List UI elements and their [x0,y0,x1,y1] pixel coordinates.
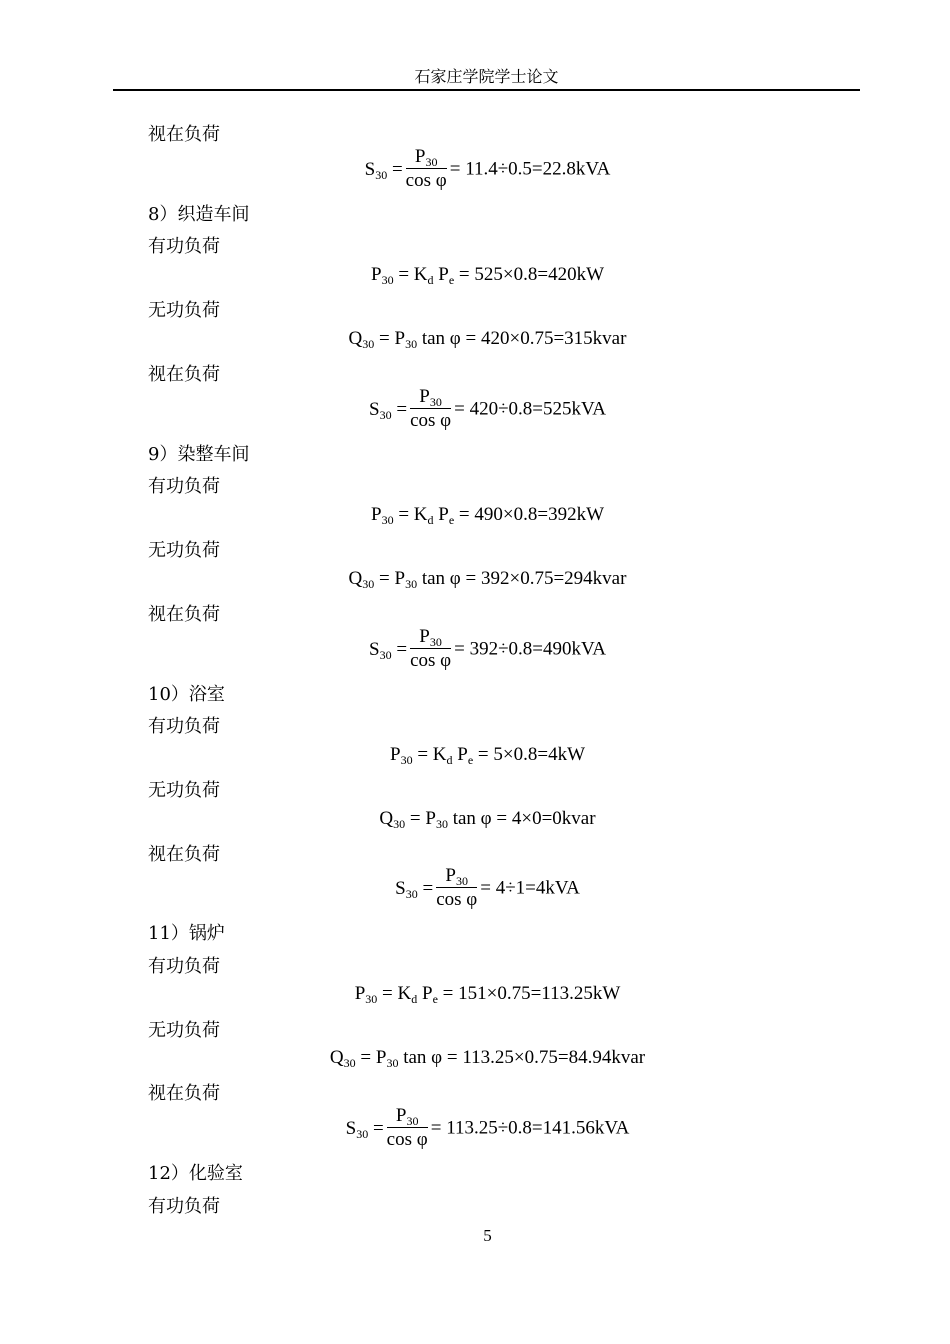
apparent-load-label: 视在负荷 [148,844,220,865]
apparent-load-formula: $S_{30}$ = $\frac{P_{30}}{\text{cos φ}}$ = 420÷0.8=525kVA [369,386,606,431]
reactive-load-label: 无功负荷 [148,1020,220,1041]
page-header [113,66,860,91]
reactive-load-label: 无功负荷 [148,780,220,801]
active-load-formula: $P_{30} = K_d$ $P_e = 151\times 0.75=113.25kW$ [354,983,621,1006]
section-title: 11）锅炉 [148,923,225,944]
reactive-load-formula: $Q_{30} = P_{30}$ tan φ = 113.25×0.75=84.94kvar [329,1047,646,1070]
apparent-load-label: 视在负荷 [148,1083,220,1104]
apparent-load-formula: $S_{30}$ = $\frac{P_{30}}{\text{cos φ}}$ = 4÷1=4kVA [395,865,580,910]
section-title: 8）织造车间 [148,204,250,225]
reactive-load-label: 无功负荷 [148,540,220,561]
active-load-label: 有功负荷 [148,956,220,977]
reactive-load-formula: $Q_{30} = P_{30}$ tan φ = 392×0.75=294kvar [348,568,627,591]
section-title: 9）染整车间 [148,444,250,465]
apparent-load-formula: $S_{30}$ = $\frac{P_{30}}{\text{cos φ}}$ = 11.4÷0.5=22.8kVA [364,146,611,191]
reactive-load-label: 无功负荷 [148,300,220,321]
active-load-formula: $P_{30} = K_d$ $P_e = 525\times 0.8=420kW$ [370,264,605,287]
active-load-formula: $P_{30} = K_d$ $P_e = 490\times 0.8=392kW$ [370,504,605,527]
reactive-load-formula: $Q_{30} = P_{30}$ tan φ = 4×0=0kvar [379,808,596,831]
apparent-load-formula: $S_{30}$ = $\frac{P_{30}}{\text{cos φ}}$ = 113.25÷0.8=141.56kVA [345,1105,630,1150]
active-load-label: 有功负荷 [148,236,220,257]
active-load-formula: $P_{30} = K_d$ $P_e = 5\times 0.8=4kW$ [389,744,586,767]
apparent-load-formula: $S_{30}$ = $\frac{P_{30}}{\text{cos φ}}$ = 392÷0.8=490kVA [369,626,606,671]
active-load-label: 有功负荷 [148,716,220,737]
section-title: 12）化验室 [148,1163,243,1184]
apparent-load-label: 视在负荷 [148,124,220,145]
page-number: 5 [483,1226,492,1245]
header-title: 石家庄学院学士论文 [414,67,559,86]
section-title: 10）浴室 [148,684,225,705]
apparent-load-label: 视在负荷 [148,364,220,385]
reactive-load-formula: $Q_{30} = P_{30}$ tan φ = 420×0.75=315kvar [348,328,627,351]
active-load-label: 有功负荷 [148,1196,220,1217]
active-load-label: 有功负荷 [148,476,220,497]
apparent-load-label: 视在负荷 [148,604,220,625]
